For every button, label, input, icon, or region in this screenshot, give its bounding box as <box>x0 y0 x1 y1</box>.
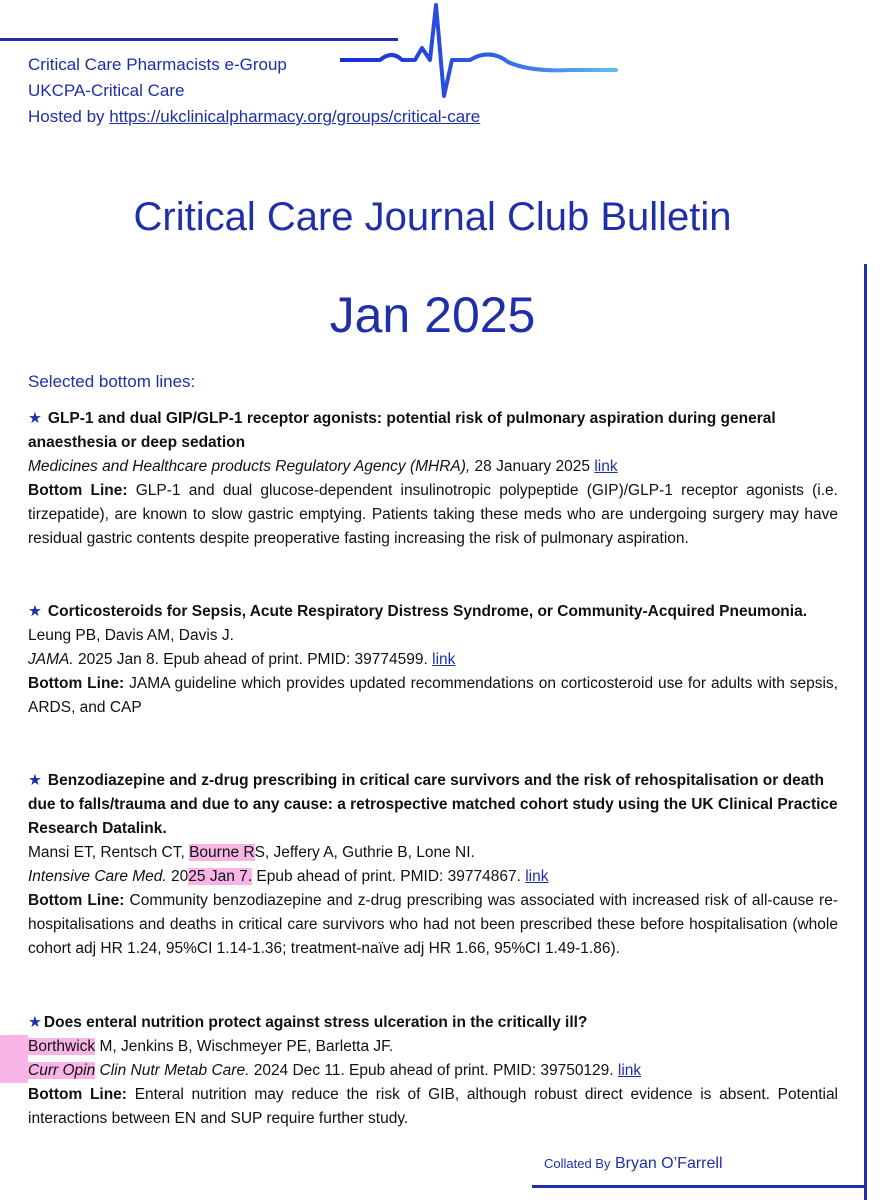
article-title: ★ Benzodiazepine and z-drug prescribing in critical care survivors and the risk of rehospitalisation or death due to falls/trauma and due to any cause: a retrospective matched cohort study using the UK Clinical Practice Research Datalink. <box>28 772 838 837</box>
article-bottom-line: Bottom Line: GLP-1 and dual glucose-dependent insulinotropic polypeptide (GIP)/GLP-1 receptor agonists (i.e. tirzepatide), are known to slow gastric emptying. Patients taking these meds who are undergoing surgery may have residual gastric contents despite preoperative fasting increasing the risk of pulmonary aspiration. <box>28 482 838 547</box>
hosted-by-line <box>28 104 480 130</box>
hosted-url-link[interactable]: https://ukclinicalpharmacy.org/groups/critical-care <box>109 107 481 126</box>
article-source: JAMA. 2025 Jan 8. Epub ahead of print. PMID: 39774599. link <box>28 651 456 668</box>
right-border-rule <box>864 264 867 1200</box>
collated-by-label: Collated By <box>544 1156 611 1171</box>
highlighted-author: Borthwick <box>28 1038 96 1055</box>
article-title: ★ GLP-1 and dual GIP/GLP-1 receptor agonists: potential risk of pulmonary aspiration during general anaesthesia or deep sedation <box>28 410 776 451</box>
collator-name: Bryan O’Farrell <box>614 1155 723 1172</box>
article-authors: Leung PB, Davis AM, Davis J. <box>28 627 234 644</box>
article-bottom-line: Bottom Line: Enteral nutrition may reduce the risk of GIB, although robust direct evidence is absent. Potential interactions between EN and SUP require further study. <box>28 1086 839 1127</box>
article-authors: Borthwick M, Jenkins B, Wischmeyer PE, Barletta JF. <box>28 1038 394 1055</box>
highlighted-date: 25 Jan 7. <box>188 868 253 885</box>
star-icon: ★ <box>28 772 42 789</box>
article-link[interactable]: link <box>525 868 549 885</box>
header-rule <box>0 38 398 41</box>
section-heading: Selected bottom lines: <box>28 372 196 391</box>
group-name: Critical Care Pharmacists e-Group <box>28 55 287 74</box>
group-subname: UKCPA-Critical Care <box>28 81 185 100</box>
highlighted-author: Bourne R <box>189 844 255 861</box>
page-title: Critical Care Journal Club Bulletin <box>133 195 732 239</box>
footer-rule <box>532 1185 867 1188</box>
collated-by <box>544 1155 723 1173</box>
article-source: Medicines and Healthcare products Regulatory Agency (MHRA), 28 January 2025 link <box>28 458 618 475</box>
article-item <box>28 769 838 961</box>
article-link[interactable]: link <box>432 651 456 668</box>
bulletin-date: Jan 2025 <box>329 287 536 343</box>
highlighted-journal: Curr Opin <box>28 1062 96 1079</box>
article-link[interactable]: link <box>594 458 618 475</box>
star-icon: ★ <box>28 410 42 427</box>
article-item <box>28 600 838 720</box>
article-bottom-line: Bottom Line: Community benzodiazepine and z-drug prescribing was associated with increased risk of all-cause re-hospitalisations and deaths in critical care survivors who had not been prescribed these before hospitalisation (whole cohort adj HR 1.24, 95%CI 1.14-1.36; treatment-naïve adj HR 1.66, 95%CI 1.49-1.86). <box>28 892 838 957</box>
star-icon: ★ <box>28 1014 42 1031</box>
article-bottom-line: Bottom Line: JAMA guideline which provides updated recommendations on corticosteroid use for adults with sepsis, ARDS, and CAP <box>28 675 838 716</box>
article-link[interactable]: link <box>617 1062 642 1079</box>
article-title: ★ Does enteral nutrition protect against stress ulceration in the critically ill? <box>28 1014 588 1031</box>
article-source: Curr Opin Clin Nutr Metab Care. 2024 Dec 11. Epub ahead of print. PMID: 39750129. link <box>28 1062 642 1079</box>
article-item <box>28 407 838 551</box>
group-info <box>28 52 480 130</box>
highlight-mark <box>0 1035 28 1083</box>
article-title: ★ Corticosteroids for Sepsis, Acute Respiratory Distress Syndrome, or Community-Acquired Pneumonia. <box>28 603 807 620</box>
article-source: Intensive Care Med. 2025 Jan 7. Epub ahead of print. PMID: 39774867. link <box>28 868 549 885</box>
article-authors: Mansi ET, Rentsch CT, Bourne RS, Jeffery A, Guthrie B, Lone NI. <box>28 844 475 861</box>
article-item <box>28 1011 838 1131</box>
hosted-by-label: Hosted by <box>28 107 110 126</box>
star-icon: ★ <box>28 603 42 620</box>
